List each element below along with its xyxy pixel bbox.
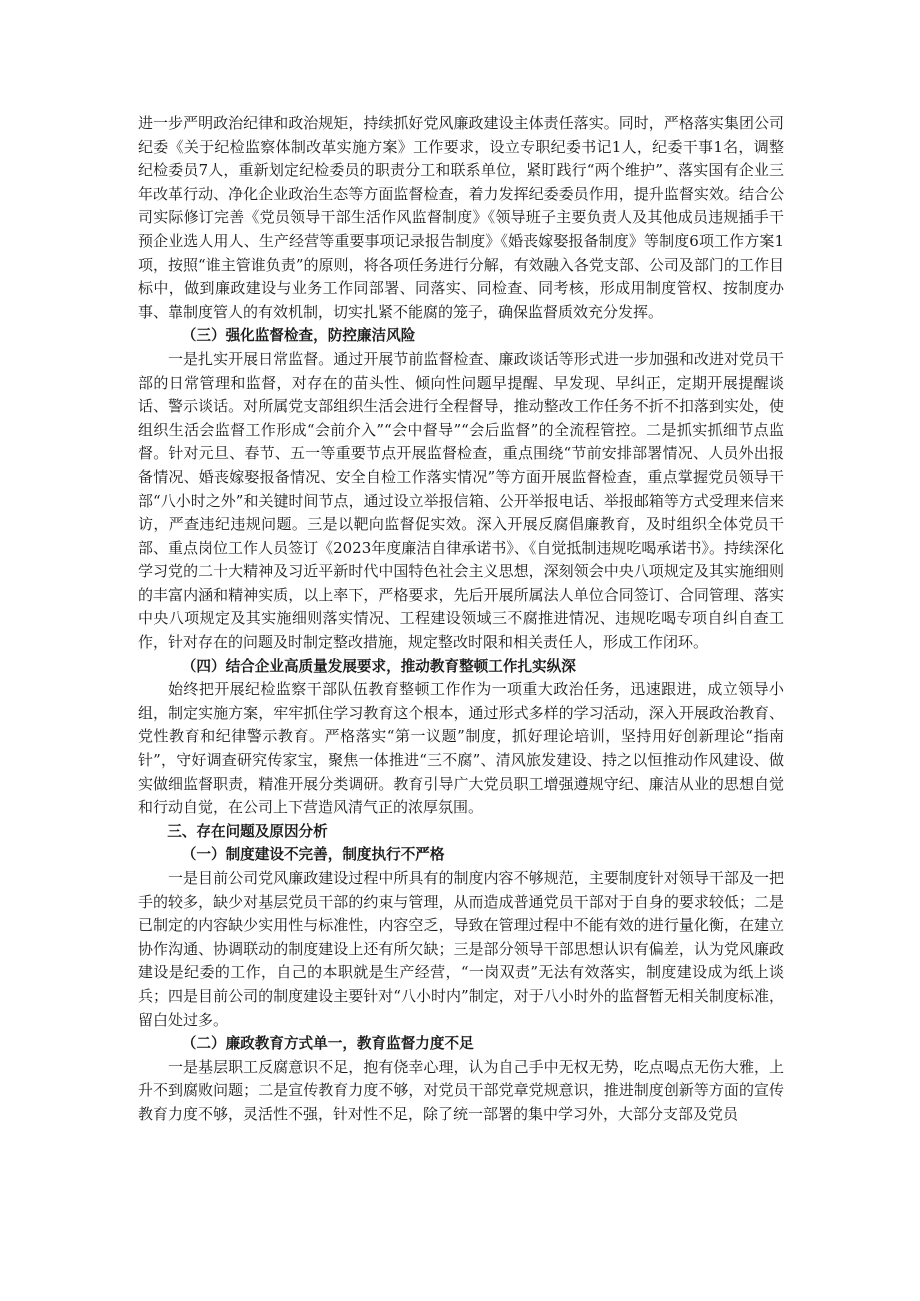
document-page — [138, 112, 784, 1127]
chapter-heading-problems: 三、存在问题及原因分析 — [167, 822, 328, 840]
section-heading-problem-2: （二）廉政教育方式单一，教育监督力度不足 — [181, 1035, 474, 1053]
section-heading-problem-1: （一）制度建设不完善，制度执行不严格 — [181, 846, 445, 864]
paragraph-education: 始终把开展纪检监察干部队伍教育整顿工作作为一项重大政治任务，迅速跟进，成立领导小组，制定实施方案，牢牢抓住学习教育这个根本，通过形式多样的学习活动，深入开展政治教育、党性教育和纪律警示教育。严格落实“第一议题”制度，抓好理论培训，坚持用好创新理论“指南针”，守好调查研究传家宝，聚焦一体推进“三不腐”、清风旅发建设、持之以恒推动作风建设、做实做细监督职责，精准开展分类调研。教育引导广大党员职工增强遵规守纪、廉洁从业的思想自觉和行动自觉，在公司上下营造风清气正的浓厚氛围。 — [138, 680, 784, 817]
paragraph-continued: 进一步严明政治纪律和政治规矩，持续抓好党风廉政建设主体责任落实。同时，严格落实集团公司纪委《关于纪检监察体制改革实施方案》工作要求，设立专职纪委书记1人，纪委干事1名，调整纪检委员7人，重新划定纪检委员的职责分工和联系单位，紧盯践行“两个维护”、落实国有企业三年改革行动、净化企业政治生态等方面监督检查，着力发挥纪委委员作用，提升监督实效。结合公司实际修订完善《党员领导干部生活作风监督制度》《领导班子主要负责人及其他成员违规插手干预企业选人用人、生产经营等重要事项记录报告制度》《婚丧嫁娶报备制度》等制度6项工作方案1项，按照“谁主管谁负责”的原则，将各项任务进行分解，有效融入各党支部、公司及部门的工作目标中，做到廉政建设与业务工作同部署、同落实、同检查、同考核，形成用制度管权、按制度办事、靠制度管人的有效机制，切实扎紧不能腐的笼子，确保监督质效充分发挥。 — [138, 114, 784, 321]
paragraph-supervision: 一是扎实开展日常监督。通过开展节前监督检查、廉政谈话等形式进一步加强和改进对党员干部的日常管理和监督，对存在的苗头性、倾向性问题早提醒、早发现、早纠正，定期开展提醒谈话、警示谈话。对所属党支部组织生活会进行全程督导，推动整改工作任务不折不扣落到实处，使组织生活会监督工作形成“会前介入”“会中督导”“会后监督”的全流程管控。二是抓实抓细节点监督。针对元旦、春节、五一等重要节点开展监督检查，重点围绕“节前安排部署情况、人员外出报备情况、婚丧嫁娶报备情况、安全自检工作落实情况”等方面开展监督检查，重点掌握党员领导干部“八小时之外”和关键时间节点，通过设立举报信箱、公开举报电话、举报邮箱等方式受理来信来访，严查违纪违规问题。三是以靶向监督促实效。深入开展反腐倡廉教育，及时组织全体党员干部、重点岗位工作人员签订《2023年度廉洁自律承诺书》、《自觉抵制违规吃喝承诺书》。持续深化学习党的二十大精神及习近平新时代中国特色社会主义思想，深刻领会中央八项规定及其实施细则的丰富内涵和精神实质，以上率下，严格要求，先后开展所属法人单位合同签订、合同管理、落实中央八项规定及其实施细则落实情况、工程建设领域三不腐推进情况、违规吃喝专项自纠自查工作，针对存在的问题及时制定整改措施，规定整改时限和相关责任人，形成工作闭环。 — [138, 349, 784, 652]
paragraph-system-issues: 一是目前公司党风廉政建设过程中所具有的制度内容不够规范，主要制度针对领导干部及一把手的较多，缺少对基层党员干部的约束与管理，从而造成普通党员干部对于自身的要求较低；二是已制定的内容缺少实用性与标准性，内容空乏，导致在管理过程中不能有效的进行量化衡，在建立协作沟通、协调联动的制度建设上还有所欠缺；三是部分领导干部思想认识有偏差，认为党风廉政建设是纪委的工作，自己的本职就是生产经营，“一岗双责”无法有效落实，制度建设成为纸上谈兵；四是目前公司的制度建设主要针对“八小时内”制定，对于八小时外的监督暂无相关制度标准，留白处过多。 — [138, 869, 784, 1029]
section-heading-4: （四）结合企业高质量发展要求，推动教育整顿工作扎实纵深 — [181, 657, 576, 675]
section-heading-3: （三）强化监督检查，防控廉洁风险 — [181, 327, 416, 345]
paragraph-education-issues: 一是基层职工反腐意识不足，抱有侥幸心理，认为自己手中无权无势，吃点喝点无伤大雅，上升不到腐败问题；二是宣传教育力度不够，对党员干部党章党规意识，推进制度创新等方面的宣传教育力度不够，灵活性不强，针对性不足，除了统一部署的集中学习外，大部分支部及党员 — [138, 1057, 784, 1123]
